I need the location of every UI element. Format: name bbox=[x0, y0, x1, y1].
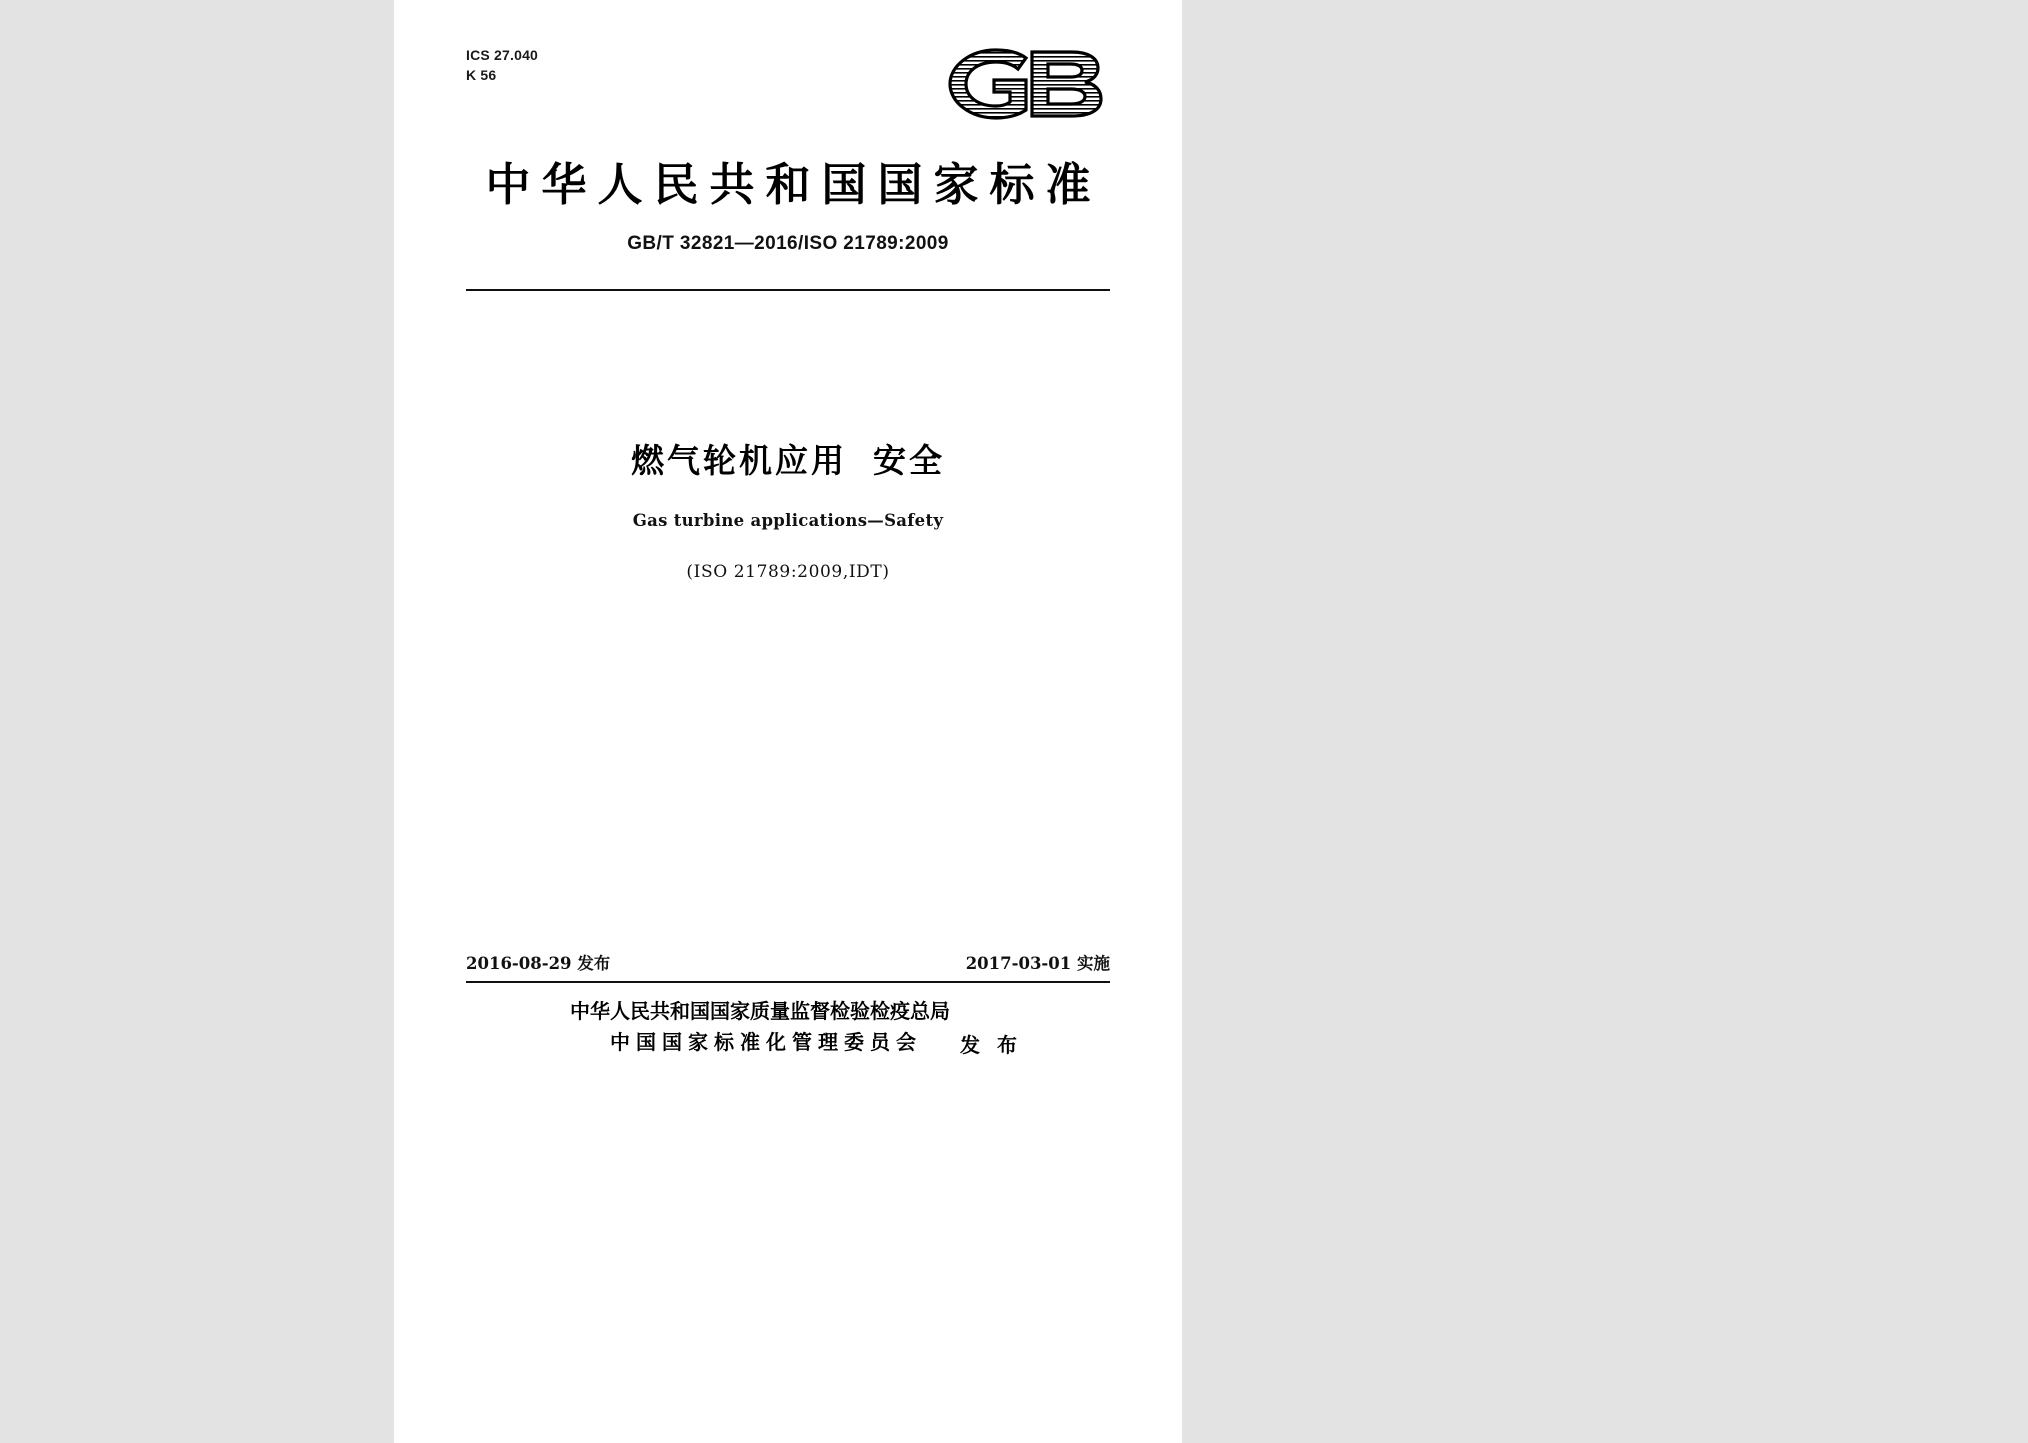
issue-date: 2016-08-29 发布 bbox=[466, 954, 611, 973]
document-title-cn-sub: 安全 bbox=[873, 441, 945, 480]
page-content bbox=[394, 0, 1182, 1443]
document-title-en: Gas turbine applications—Safety bbox=[632, 511, 944, 530]
ics-number: ICS 27.040 bbox=[466, 47, 539, 63]
implementation-date: 2017-03-01 实施 bbox=[965, 954, 1110, 973]
gb-logo-icon bbox=[940, 44, 1108, 124]
standard-number: GB/T 32821—2016/ISO 21789:2009 bbox=[627, 233, 949, 254]
issuer-line-1: 中华人民共和国国家质量监督检验检疫总局 bbox=[570, 999, 950, 1023]
ics-class-code: K 56 bbox=[466, 67, 497, 84]
date-row bbox=[466, 950, 1110, 974]
header-divider bbox=[466, 289, 1110, 291]
document-idt-note: (ISO 21789:2009,IDT) bbox=[686, 562, 890, 582]
national-standard-title: 中华人民共和国国家标准 bbox=[485, 158, 1102, 211]
issuer-line-2: 中国国家标准化管理委员会 bbox=[610, 1030, 922, 1054]
document-page bbox=[394, 0, 1182, 1443]
document-title-cn bbox=[394, 435, 1182, 482]
issuer-publish-label: 发 布 bbox=[960, 1033, 1022, 1057]
document-title-cn-main: 燃气轮机应用 bbox=[631, 441, 847, 480]
ics-classification-block bbox=[466, 45, 538, 86]
issuer-block bbox=[466, 996, 1110, 1066]
footer-divider bbox=[466, 981, 1110, 983]
